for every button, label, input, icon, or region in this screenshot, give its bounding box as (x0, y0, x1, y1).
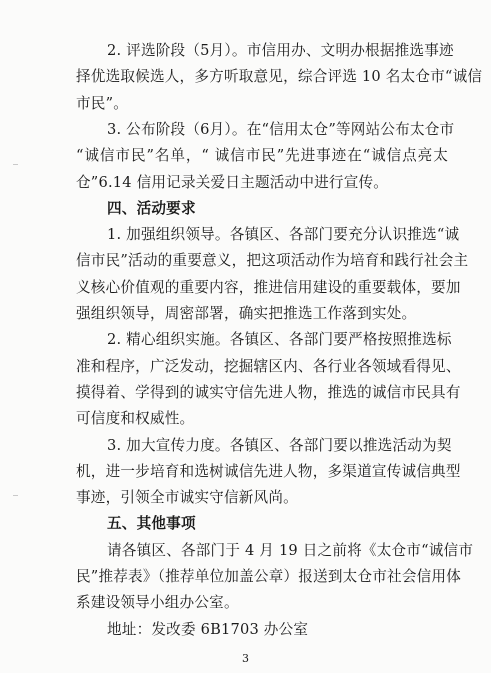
paragraph-line: 1. 加强组织领导。各镇区、各部门要充分认识推选“诚 (107, 226, 460, 244)
paragraph-line: 2. 精心组织实施。各镇区、各部门要严格按照推选标 (107, 331, 452, 349)
paragraph-line: 2. 评选阶段（5月）。市信用办、文明办根据推选事迹 (107, 42, 454, 59)
paragraph-line: 事迹，引领全市诚实守信新风尚。 (76, 489, 298, 507)
paragraph-line: 3. 公布阶段（6月）。在“信用太仓”等网站公布太仓市 (107, 120, 455, 138)
binding-mark (13, 164, 18, 165)
paragraph-line: 系建设领导小组办公室。 (76, 594, 239, 612)
paragraph-line: 机，进一步培育和选树诚信先进人物，多渠道宣传诚信典型 (76, 462, 461, 480)
paragraph-line: “诚信市民”名单，“ 诚信市民”先进事迹在“诚信点亮太 (76, 147, 448, 165)
paragraph-line: 信市民”活动的重要意义，把这项活动作为培育和践行社会主 (76, 252, 469, 270)
paragraph-line: 民”推荐表》（推荐单位加盖公章）报送到太仓市社会信用体 (76, 568, 462, 585)
paragraph-line: 准和程序，广泛发动，挖掘辖区内、各行业各领域看得见、 (76, 357, 461, 375)
paragraph-line: 3. 加大宣传力度。各镇区、各部门要以推选活动为契 (107, 436, 452, 454)
paragraph-line: 择优选取候选人，多方听取意见，综合评选 10 名太仓市“诚信 (76, 68, 483, 86)
paragraph-line: 请各镇区、各部门于 4 月 19 日之前将《太仓市“诚信市 (107, 541, 474, 559)
paragraph-line: 强组织领导，周密部署，确实把推选工作落到实处。 (76, 305, 417, 322)
paragraph-line: 义核心价值观的重要内容，推进信用建设的重要载体，要加 (76, 278, 461, 296)
paragraph-line: 仓”6.14 信用记录关爱日主题活动中进行宣传。 (76, 173, 389, 191)
page-number: 3 (242, 652, 249, 665)
paragraph-line: 摸得着、学得到的诚实守信先进人物，推选的诚信市民具有 (76, 383, 461, 401)
paragraph-line: 市民”。 (76, 94, 129, 112)
section-heading: 五、其他事项 (107, 515, 196, 533)
binding-mark (13, 495, 18, 496)
address-line: 地址：发改委 6B1703 办公室 (107, 620, 309, 638)
paragraph-line: 可信度和权威性。 (76, 410, 195, 428)
section-heading: 四、活动要求 (107, 199, 196, 217)
